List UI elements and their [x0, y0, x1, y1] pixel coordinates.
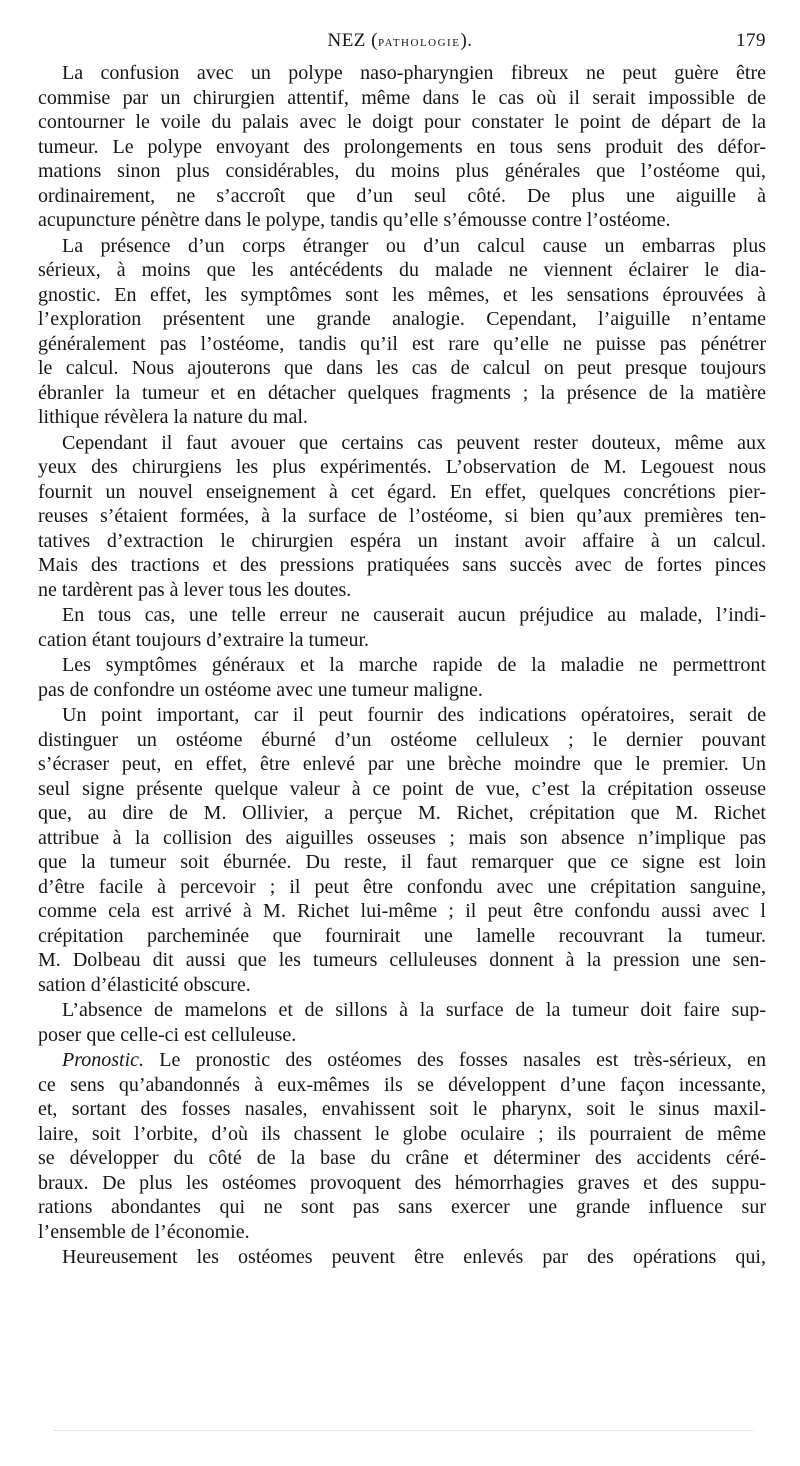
- text-line: crépitation parcheminée que fournirait une lamelle recouvrant la tumeur.: [38, 924, 766, 947]
- text-line: généralement pas l’ostéome, tandis qu’il est rare qu’elle ne puisse pas pénétrer: [38, 332, 766, 355]
- text-line: Les symptômes généraux et la marche rapide de la maladie ne permettront: [62, 654, 766, 676]
- text-line: ne tardèrent pas à lever tous les doutes.: [38, 578, 352, 601]
- text-line: laire, soit l’orbite, d’où ils chassent le globe oculaire ; ils pourraient de même: [38, 1122, 766, 1145]
- text-line: se développer du côté de la base du crâne et déterminer des accidents céré-: [38, 1147, 766, 1169]
- text-line: yeux des chirurgiens les plus expérimentés. L’observation de M. Legouest nous: [38, 456, 766, 478]
- text-line: sérieux, à moins que les antécédents du malade ne viennent éclairer le dia-: [38, 259, 766, 281]
- text-line: ce sens qu’abandonnés à eux-mêmes ils se développent d’une façon incessante,: [38, 1073, 766, 1096]
- text-line: tatives d’extraction le chirurgien espéra un instant avoir affaire à un calcul.: [38, 529, 766, 552]
- text-line: braux. De plus les ostéomes provoquent des hémorrhagies graves et des suppu-: [38, 1171, 766, 1194]
- text-line: commise par un chirurgien attentif, même dans le cas où il serait impossible de: [38, 86, 766, 109]
- running-header: [0, 30, 800, 56]
- text-line: En tous cas, une telle erreur ne causerait aucun préjudice au malade, l’indi-: [62, 604, 766, 626]
- paragraph: [38, 1048, 766, 1244]
- text-line: s’écraser peut, en effet, être enlevé par une brèche moindre que le premier. Un: [38, 753, 766, 775]
- paragraph: [38, 603, 766, 652]
- running-title-section: pathologie: [378, 33, 461, 50]
- section-lead: Pronostic.: [62, 1049, 145, 1071]
- text-line: et, sortant des fosses nasales, envahissent soit le pharynx, soit le sinus maxil-: [38, 1098, 766, 1120]
- text-line: cation étant toujours d’extraire la tumeur.: [38, 628, 369, 651]
- page-bottom-margin: [54, 1430, 754, 1435]
- text-line: M. Dolbeau dit aussi que les tumeurs celluleuses donnent à la pression une sen-: [38, 949, 766, 971]
- text-line: que, au dire de M. Ollivier, a perçue M. Richet, crépitation que M. Richet: [38, 802, 766, 824]
- page-number: 179: [736, 30, 766, 51]
- text-line: lithique révèlera la nature du mal.: [38, 406, 308, 428]
- text-line: Heureusement les ostéomes peuvent être enlevés par des opérations qui,: [62, 1246, 766, 1268]
- text-line: attribue à la collision des aiguilles osseuses ; mais son absence n’implique pas: [38, 826, 766, 849]
- text-line: sation d’élasticité obscure.: [38, 973, 251, 996]
- text-line: ordinairement, ne s’accroît que d’un seul côté. De plus une aiguille à: [38, 184, 766, 207]
- text-line: seul signe présente quelque valeur à ce point de vue, c’est la crépitation osseuse: [38, 777, 766, 800]
- text-line: l’exploration présentent une grande analogie. Cependant, l’aiguille n’entame: [38, 308, 766, 330]
- text-line: ébranler la tumeur et en détacher quelques fragments ; la présence de la matière: [38, 381, 766, 404]
- running-title-main: NEZ (: [327, 30, 378, 51]
- text-line: rations abondantes qui ne sont pas sans exercer une grande influence sur: [38, 1196, 766, 1218]
- text-line: reuses s’étaient formées, à la surface de l’ostéome, si bien qu’aux premières ten-: [38, 505, 766, 527]
- text-line: [38, 1048, 766, 1073]
- text-line: Mais des tractions et des pressions pratiquées sans succès avec de fortes pinces: [38, 554, 766, 576]
- paragraph: [38, 703, 766, 997]
- text-line: l’ensemble de l’économie.: [38, 1220, 250, 1243]
- paragraph: [38, 61, 766, 233]
- text-line: Cependant il faut avouer que certains cas peuvent rester douteux, même aux: [62, 431, 766, 454]
- text-line: distinguer un ostéome éburné d’un ostéome celluleux ; le dernier pouvant: [38, 728, 766, 751]
- text-line: Un point important, car il peut fournir des indications opératoires, serait de: [62, 704, 766, 726]
- paragraph: [38, 998, 766, 1047]
- text-line: mations sinon plus considérables, du moins plus générales que l’ostéome qui,: [38, 160, 766, 182]
- text-line: pas de confondre un ostéome avec une tumeur maligne.: [38, 678, 483, 701]
- body-text: [38, 61, 766, 1271]
- text-line: le calcul. Nous ajouterons que dans les cas de calcul on peut presque toujours: [38, 357, 766, 379]
- text-line: La présence d’un corps étranger ou d’un calcul cause un embarras plus: [62, 234, 766, 257]
- text-line: acupuncture pénètre dans le polype, tandis qu’elle s’émousse contre l’ostéome.: [38, 209, 671, 231]
- text-line: L’absence de mamelons et de sillons à la surface de la tumeur doit faire sup-: [62, 999, 766, 1021]
- text-line: La confusion avec un polype naso-pharyngien fibreux ne peut guère être: [62, 62, 766, 84]
- text-line: contourner le voile du palais avec le doigt pour constater le point de départ de la: [38, 111, 766, 133]
- text-line: tumeur. Le polype envoyant des prolongements en tous sens produit des défor-: [38, 135, 766, 158]
- text-line: poser que celle-ci est celluleuse.: [38, 1023, 297, 1046]
- text-line: comme cela est arrivé à M. Richet lui-même ; il peut être confondu aussi avec l: [38, 900, 766, 922]
- text-line: gnostic. En effet, les symptômes sont les mêmes, et les sensations éprouvées à: [38, 283, 766, 306]
- running-title-close: ).: [460, 30, 473, 51]
- paragraph: [38, 1245, 766, 1270]
- paragraph: [38, 653, 766, 702]
- text-line-rest: Le pronostic des ostéomes des fosses nasales est très-sérieux, en: [144, 1049, 766, 1071]
- text-line: fournit un nouvel enseignement à cet égard. En effet, quelques concrétions pier-: [38, 480, 766, 503]
- text-line: d’être facile à percevoir ; il peut être confondu avec une crépitation sanguine,: [38, 875, 766, 898]
- running-title: [0, 30, 800, 52]
- paragraph: [38, 234, 766, 430]
- text-line: que la tumeur soit éburnée. Du reste, il faut remarquer que ce signe est loin: [38, 851, 766, 873]
- paragraph: [38, 431, 766, 603]
